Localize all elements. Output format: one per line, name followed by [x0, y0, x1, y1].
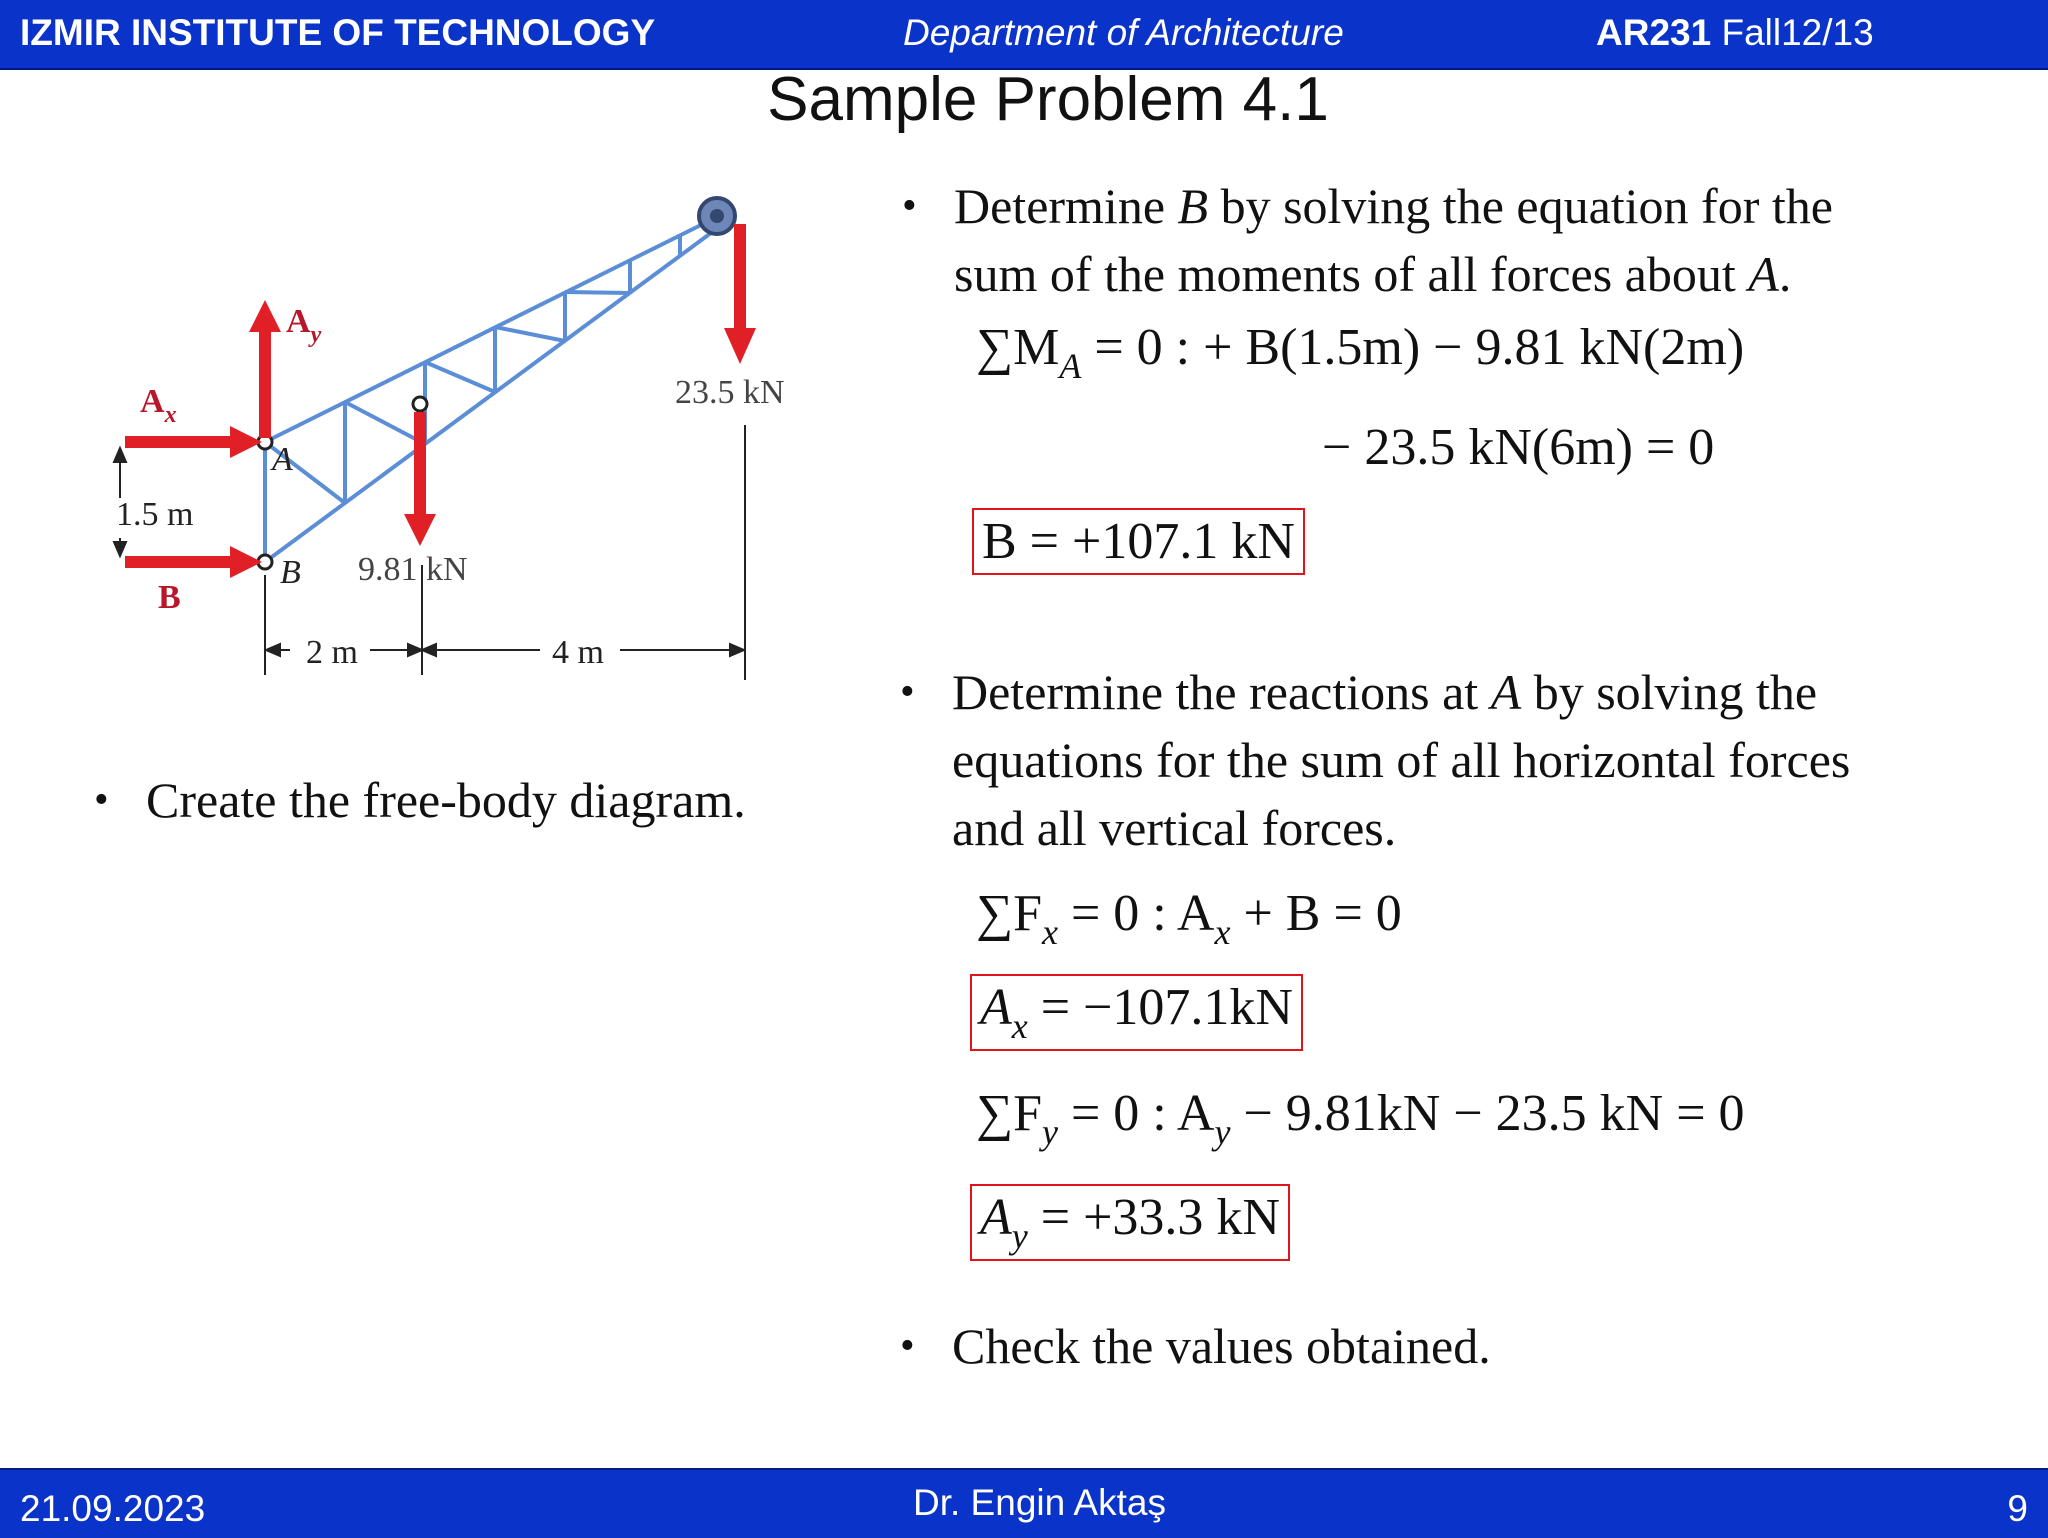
bullet-line-2: sum of the moments of all forces about A.: [954, 246, 1792, 302]
department-name: Department of Architecture: [903, 12, 1344, 53]
bullet-check-values: • Check the values obtained.: [900, 1318, 1491, 1374]
load-point: [413, 397, 427, 411]
bullet-reactions-a: • Determine the reactions at A by solving the equations for the sum of all horizontal forces and all vertical forces.: [952, 658, 1850, 862]
label-b-force: B: [158, 579, 181, 616]
bullet-text: Check the values obtained.: [952, 1318, 1491, 1374]
result-ax: $A_x = -107.1kN$: [970, 974, 1303, 1051]
footer-author: Dr. Engin Aktaş: [913, 1482, 1166, 1523]
header-bar: [0, 0, 2048, 70]
eq-sum-fy: $\sum F_y = 0$ : $A_y - 9.81kN - 23.5$ kN = 0: [976, 1085, 1745, 1152]
eq-moment-a: $\sum M_A = 0$ : + B(1.5m) − 9.81 kN(2m): [976, 319, 1745, 386]
footer-date: 21.09.2023: [20, 1488, 206, 1529]
bullet-line-3: and all vertical forces.: [952, 800, 1397, 856]
label-ax: $A_x$: [140, 383, 177, 428]
slide-title: Sample Problem 4.1: [767, 65, 1329, 134]
eq-sum-fx: $\sum F_x = 0$ : $A_x + B = 0$: [976, 885, 1402, 952]
bullet-free-body: [94, 766, 746, 834]
dim-vertical-label: 1.5 m: [116, 496, 194, 533]
label-ay: $A_y$: [286, 303, 322, 348]
load-mid-label: 9.81 kN: [358, 551, 468, 588]
course-term: Fall12/13: [1721, 12, 1874, 53]
page-number: 9: [2007, 1488, 2028, 1529]
crane-truss: [265, 218, 715, 562]
bullet-line-2: equations for the sum of all horizontal forces: [952, 732, 1851, 788]
bullet-line-1: Determine B by solving the equation for the: [954, 178, 1833, 234]
bullet-dot: •: [94, 777, 109, 823]
free-body-diagram: [100, 180, 840, 700]
result-b: B = +107.1 kN: [972, 508, 1305, 575]
bullet-text: Create the free-body diagram.: [146, 772, 746, 828]
institute-name: IZMIR INSTITUTE OF TECHNOLOGY: [20, 12, 656, 53]
load-tip-label: 23.5 kN: [675, 374, 785, 411]
eq-moment-a-line2: − 23.5 kN(6m) = 0: [1322, 419, 1715, 476]
dim-4m-label: 4 m: [552, 634, 604, 671]
course-info: [1596, 12, 1874, 54]
course-code: AR231: [1596, 12, 1712, 53]
label-point-b: B: [280, 554, 301, 591]
bullet-determine-b: • Determine B by solving the equation for the sum of the moments of all forces about A.: [954, 172, 1833, 308]
label-point-a: A: [272, 441, 293, 478]
footer-bar: [0, 1468, 2048, 1538]
dim-2m-label: 2 m: [306, 634, 358, 671]
result-ay: $A_y = +33.3$ kN: [970, 1184, 1290, 1261]
bullet-line-1: Determine the reactions at A by solving the: [952, 664, 1818, 720]
